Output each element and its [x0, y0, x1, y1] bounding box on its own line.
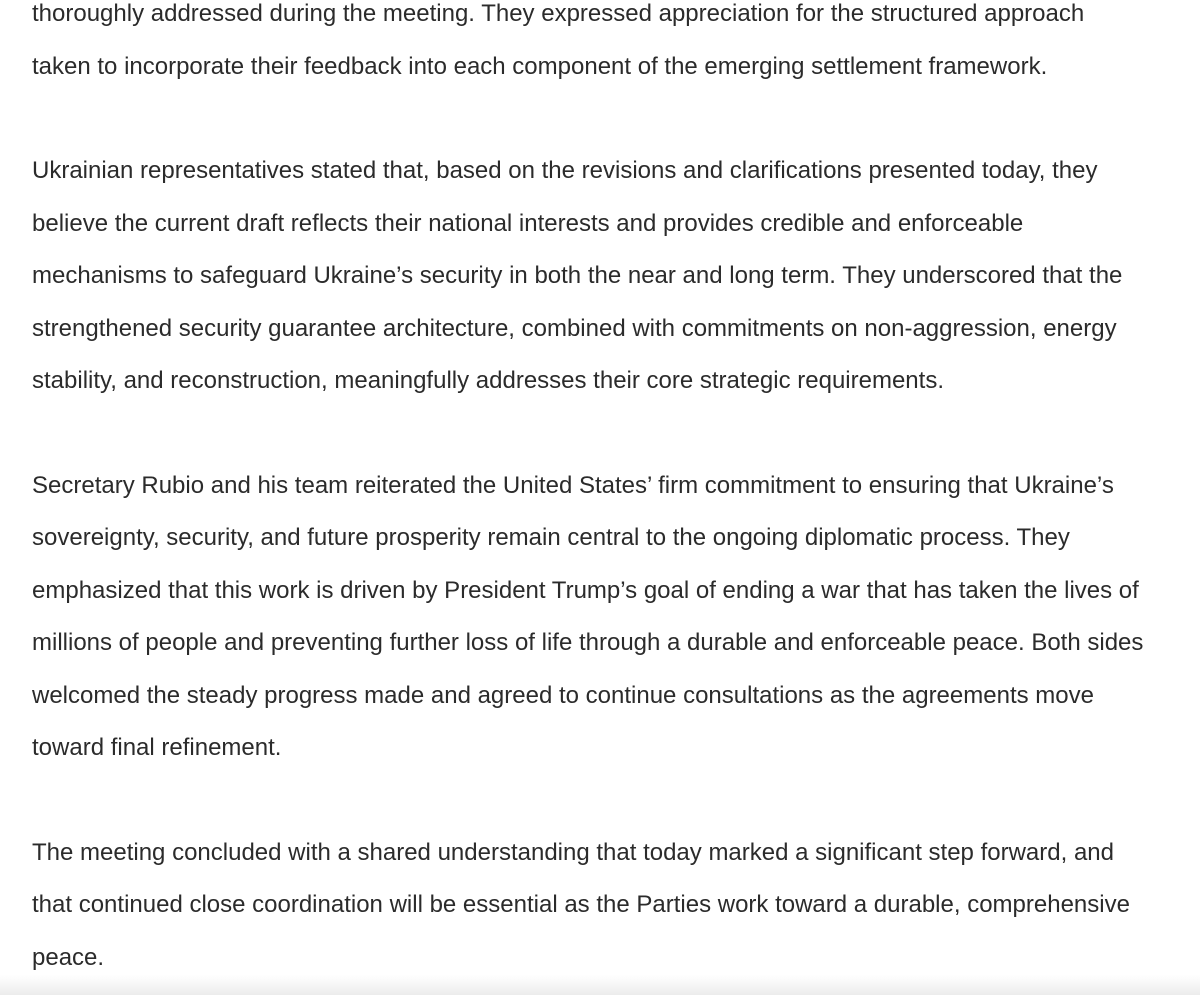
paragraph-ukrainian-representatives: Ukrainian representatives stated that, based on the revisions and clarifications presented today, they believe the current draft reflects their national interests and provides credible and enforceable mechanisms to safeguard Ukraine’s security in both the near and long term. They underscored that the strengthened security guarantee architecture, combined with commitments on non-aggression, energy stability, and reconstruction, meaningfully addresses their core strategic requirements.: [32, 157, 1123, 394]
paragraph-secretary-rubio: Secretary Rubio and his team reiterated the United States’ firm commitment to ensuring that Ukraine’s sovereignty, security, and future prosperity remain central to the ongoing diplomatic process. They emphasized that this work is driven by President Trump’s goal of ending a war that has taken the lives of millions of people and preventing further loss of life through a durable and enforceable peace. Both sides welcomed the steady progress made and agreed to continue consultations as the agreements move toward final refinement.: [32, 471, 1144, 761]
paragraph-meeting-conclusion: The meeting concluded with a shared understanding that today marked a significant step forward, and that continued close coordination will be essential as the Parties work toward a durable, comprehensive peace.: [32, 838, 1130, 971]
document-body: [32, 0, 1192, 984]
paragraph-meeting-feedback: thoroughly addressed during the meeting. They expressed appreciation for the structured approach taken to incorporate their feedback into each component of the emerging settlement framework.: [32, 0, 1085, 80]
bottom-edge-shadow: [0, 975, 1200, 995]
